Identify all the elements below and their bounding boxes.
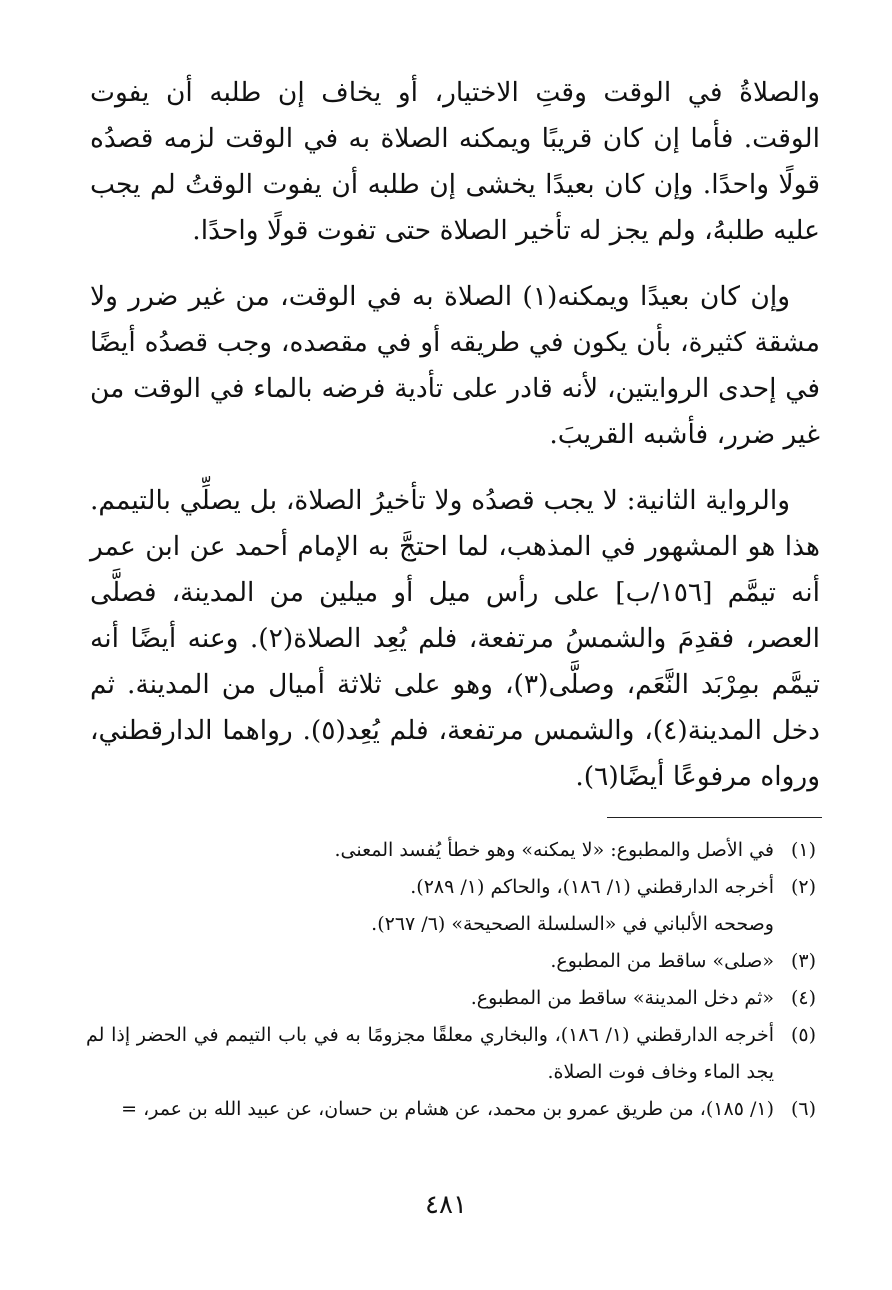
main-text	[90, 70, 820, 820]
footnote-text: «صلى» ساقط من المطبوع.	[550, 950, 774, 972]
footnote-1	[86, 832, 816, 869]
footnote-6	[86, 1091, 816, 1128]
footnote-4	[86, 980, 816, 1017]
footnote-text: «ثم دخل المدينة» ساقط من المطبوع.	[470, 987, 774, 1009]
footnote-text: في الأصل والمطبوع: «لا يمكنه» وهو خطأ يُفسد المعنى.	[334, 839, 774, 861]
footnote-text: (١/ ١٨٥)، من طريق عمرو بن محمد، عن هشام بن حسان، عن عبيد الله بن عمر، =	[121, 1098, 774, 1120]
footnote-2	[86, 869, 816, 943]
paragraph-1: والصلاةُ في الوقت وقتِ الاختيار، أو يخاف إن طلبه أن يفوت الوقت. فأما إن كان قريبًا ويمكنه الصلاة به في الوقت لزمه قصدُه قولًا واحدًا. وإن كان بعيدًا يخشى إن طلبه أن يفوت الوقتُ لم يجب عليه طلبهُ، ولم يجز له تأخير الصلاة حتى تفوت قولًا واحدًا.	[90, 77, 820, 246]
footnote-number: (١)	[790, 839, 816, 861]
footnote-number: (٤)	[790, 987, 816, 1009]
paragraph-3: والرواية الثانية: لا يجب قصدُه ولا تأخيرُ الصلاة، بل يصلِّي بالتيمم. هذا هو المشهور في المذهب، لما احتجَّ به الإمام أحمد عن ابن عمر أنه تيمَّم [١٥٦/ب] على رأس ميل أو ميلين من المدينة، فصلَّى العصر، فقدِمَ والشمسُ مرتفعة، فلم يُعِد الصلاة(٢). وعنه أيضًا أنه تيمَّم بمِرْبَد النَّعَم، وصلَّى(٣)، وهو على ثلاثة أميال من المدينة. ثم دخل المدينة(٤)، والشمس مرتفعة، فلم يُعِد(٥). رواهما الدارقطني، ورواه مرفوعًا أيضًا(٦).	[90, 485, 821, 792]
footnote-text: أخرجه الدارقطني (١/ ١٨٦)، والبخاري معلقًا مجزومًا به في باب التيمم في الحضر إذا لم يجد الماء وخاف فوت الصلاة.	[86, 1024, 774, 1083]
paragraph-2: وإن كان بعيدًا ويمكنه(١) الصلاة به في الوقت، من غير ضرر ولا مشقة كثيرة، بأن يكون في طريقه أو في مقصده، وجب قصدُه أيضًا في إحدى الروايتين، لأنه قادر على تأدية فرضه بالماء في الوقت من غير ضرر، فأشبه القريبَ.	[90, 281, 820, 450]
footnote-number: (٣)	[790, 950, 816, 972]
footnote-number: (٥)	[790, 1024, 816, 1046]
footnotes	[86, 832, 816, 1128]
footnote-3	[86, 943, 816, 980]
page-number: ٤٨١	[425, 1190, 467, 1220]
footnote-number: (٦)	[790, 1098, 816, 1120]
footnote-text: أخرجه الدارقطني (١/ ١٨٦)، والحاكم (١/ ٢٨٩).	[410, 876, 774, 898]
footnote-continuation: وصححه الألباني في «السلسلة الصحيحة» (٦/ ٢٦٧).	[371, 913, 774, 935]
footnote-5	[86, 1017, 816, 1091]
footnote-number: (٢)	[790, 876, 816, 898]
footnote-separator	[607, 817, 822, 818]
